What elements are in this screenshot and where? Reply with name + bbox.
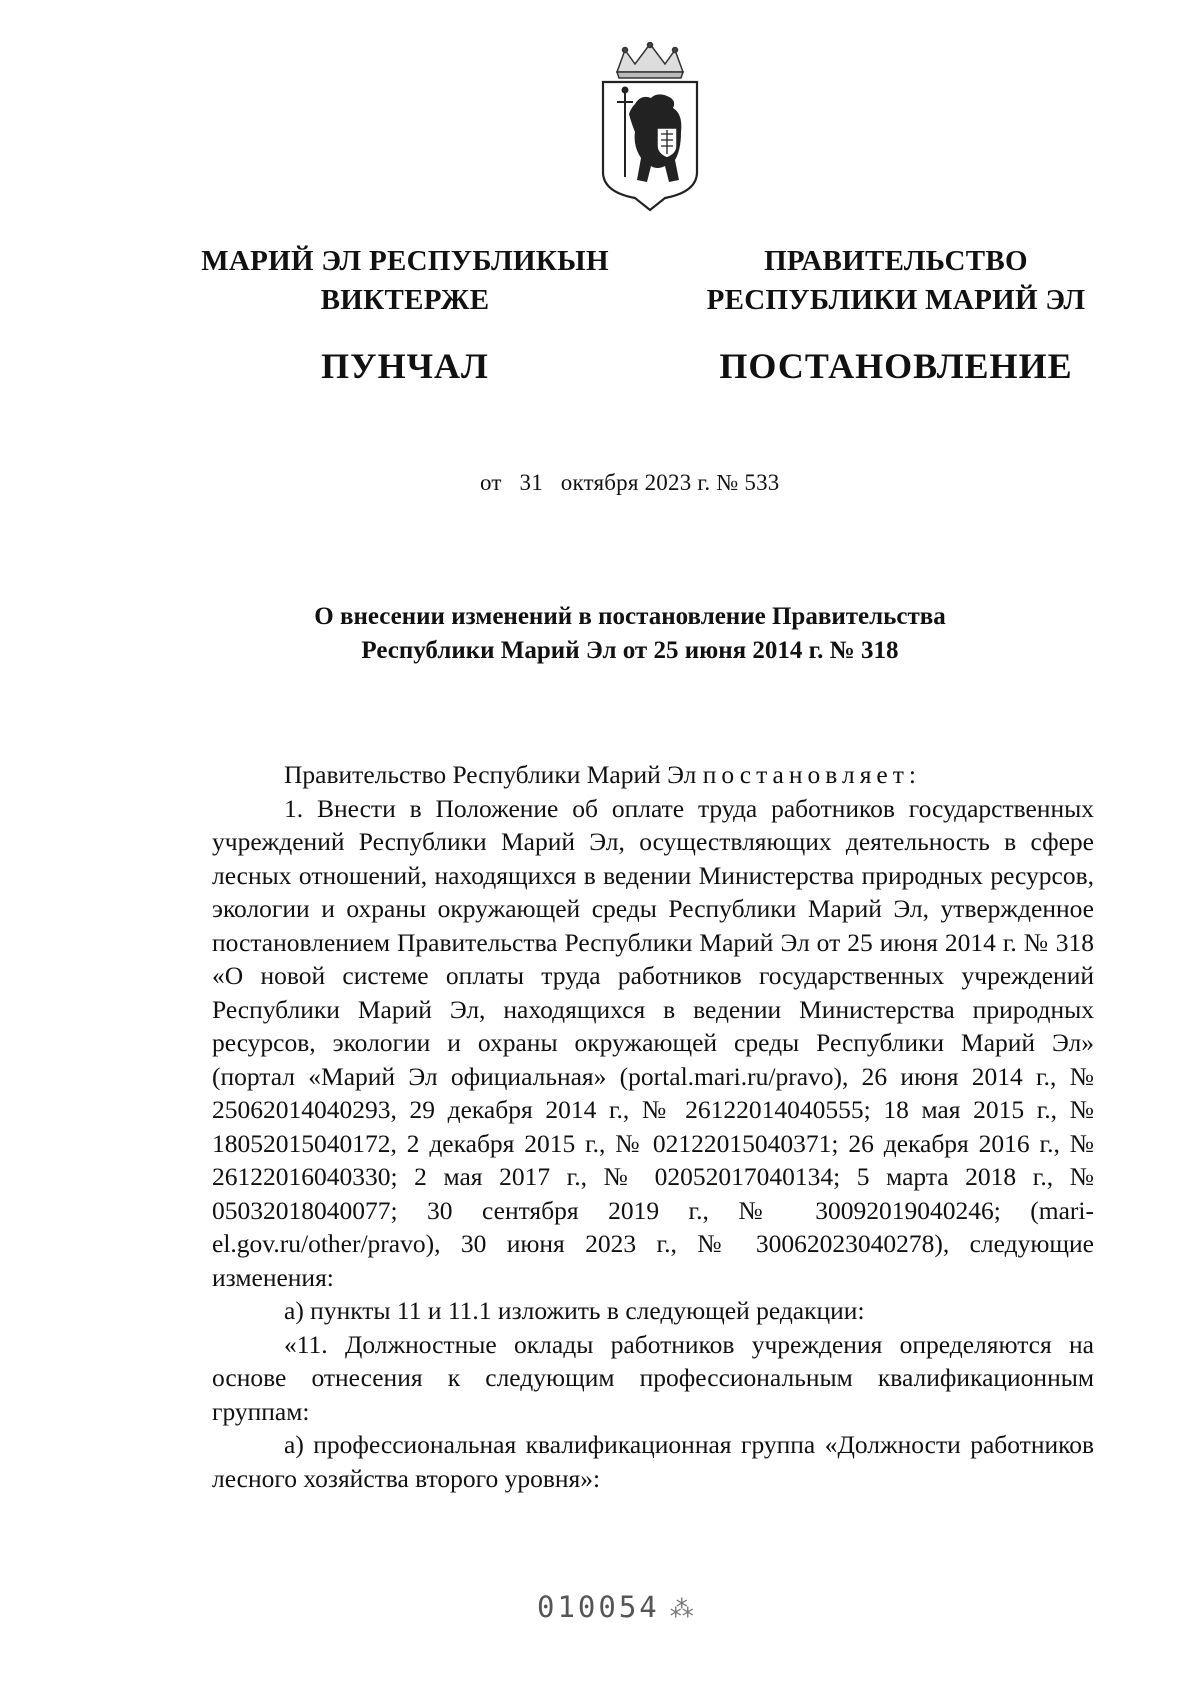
document-number: № 533 xyxy=(716,470,780,495)
date-prefix: от xyxy=(480,470,502,495)
paragraph-4: а) профессиональная квалификационная группа «Должности работников лесного хозяйства второго уровня»: xyxy=(212,1430,1094,1493)
paragraph-2: а) пункты 11 и 11.1 изложить в следующей редакции: xyxy=(284,1296,865,1325)
paragraph-1: 1. Внести в Положение об оплате труда работников государственных учреждений Республики Марий Эл, осуществляющих деятельность в сфере лесных отношений, находящихся в ведении Министерства природных ресурсов, экологии и охраны окружающей среды Республики Марий Эл, утвержденное постановлением Правительства Республики Марий Эл от 25 июня 2014 г. № 318 «О новой системе оплаты труда работников государственных учреждений Республики Марий Эл, находящихся в ведении Министерства природных ресурсов, экологии и охраны окружающей среды Республики Марий Эл» (портал «Марий Эл официальная» (portal.mari.ru/pravo), 26 июня 2014 г., № 25062014040293, 29 декабря 2014 г., № 26122014040555; 18 мая 2015 г., № 18052015040172, 2 декабря 2015 г., № 02122015040371; 26 декабря 2016 г., № 26122016040330; 2 мая 2017 г., № 02052017040134; 5 марта 2018 г., № 05032018040077; 30 сентября 2019 г., № 30092019040246; (mari-el.gov.ru/other/pravo), 30 июня 2023 г., № 30062023040278), следующие изменения: xyxy=(212,793,1094,1292)
preamble-spaced: постановляет: xyxy=(702,760,921,789)
header-right-line3: ПОСТАНОВЛЕНИЕ xyxy=(719,346,1073,386)
header-left xyxy=(175,242,635,386)
header-right xyxy=(666,242,1126,386)
header-left-line2: ВИКТЕРЖЕ xyxy=(320,284,490,316)
title-line1: О внесении изменений в постановление Правительства xyxy=(314,603,946,630)
header-right-line2: РЕСПУБЛИКИ МАРИЙ ЭЛ xyxy=(706,284,1086,316)
date-month-year: октября 2023 г. xyxy=(560,470,711,495)
preamble-text: Правительство Республики Марий Эл xyxy=(284,760,703,789)
footer-serial xyxy=(537,1590,697,1624)
header-left-line1: МАРИЙ ЭЛ РЕСПУБЛИКЫН xyxy=(201,245,609,277)
document-body xyxy=(212,758,1094,1495)
preamble xyxy=(212,758,1094,792)
document-title xyxy=(200,600,1060,668)
document-date xyxy=(480,470,780,496)
date-day: 31 xyxy=(519,470,543,495)
header-left-line3: ПУНЧАЛ xyxy=(321,346,489,386)
paragraph-3: «11. Должностные оклады работников учреждения определяются на основе отнесения к следующим профессиональным квалификационным группам: xyxy=(212,1329,1094,1426)
title-line2: Республики Марий Эл от 25 июня 2014 г. № 318 xyxy=(361,637,899,664)
serial-mark: ⁂ xyxy=(669,1595,697,1623)
serial-number: 010054 xyxy=(537,1590,660,1624)
crown-icon xyxy=(617,43,683,79)
header-right-line1: ПРАВИТЕЛЬСТВО xyxy=(764,245,1028,277)
mari-el-coat-of-arms-icon xyxy=(595,42,705,212)
